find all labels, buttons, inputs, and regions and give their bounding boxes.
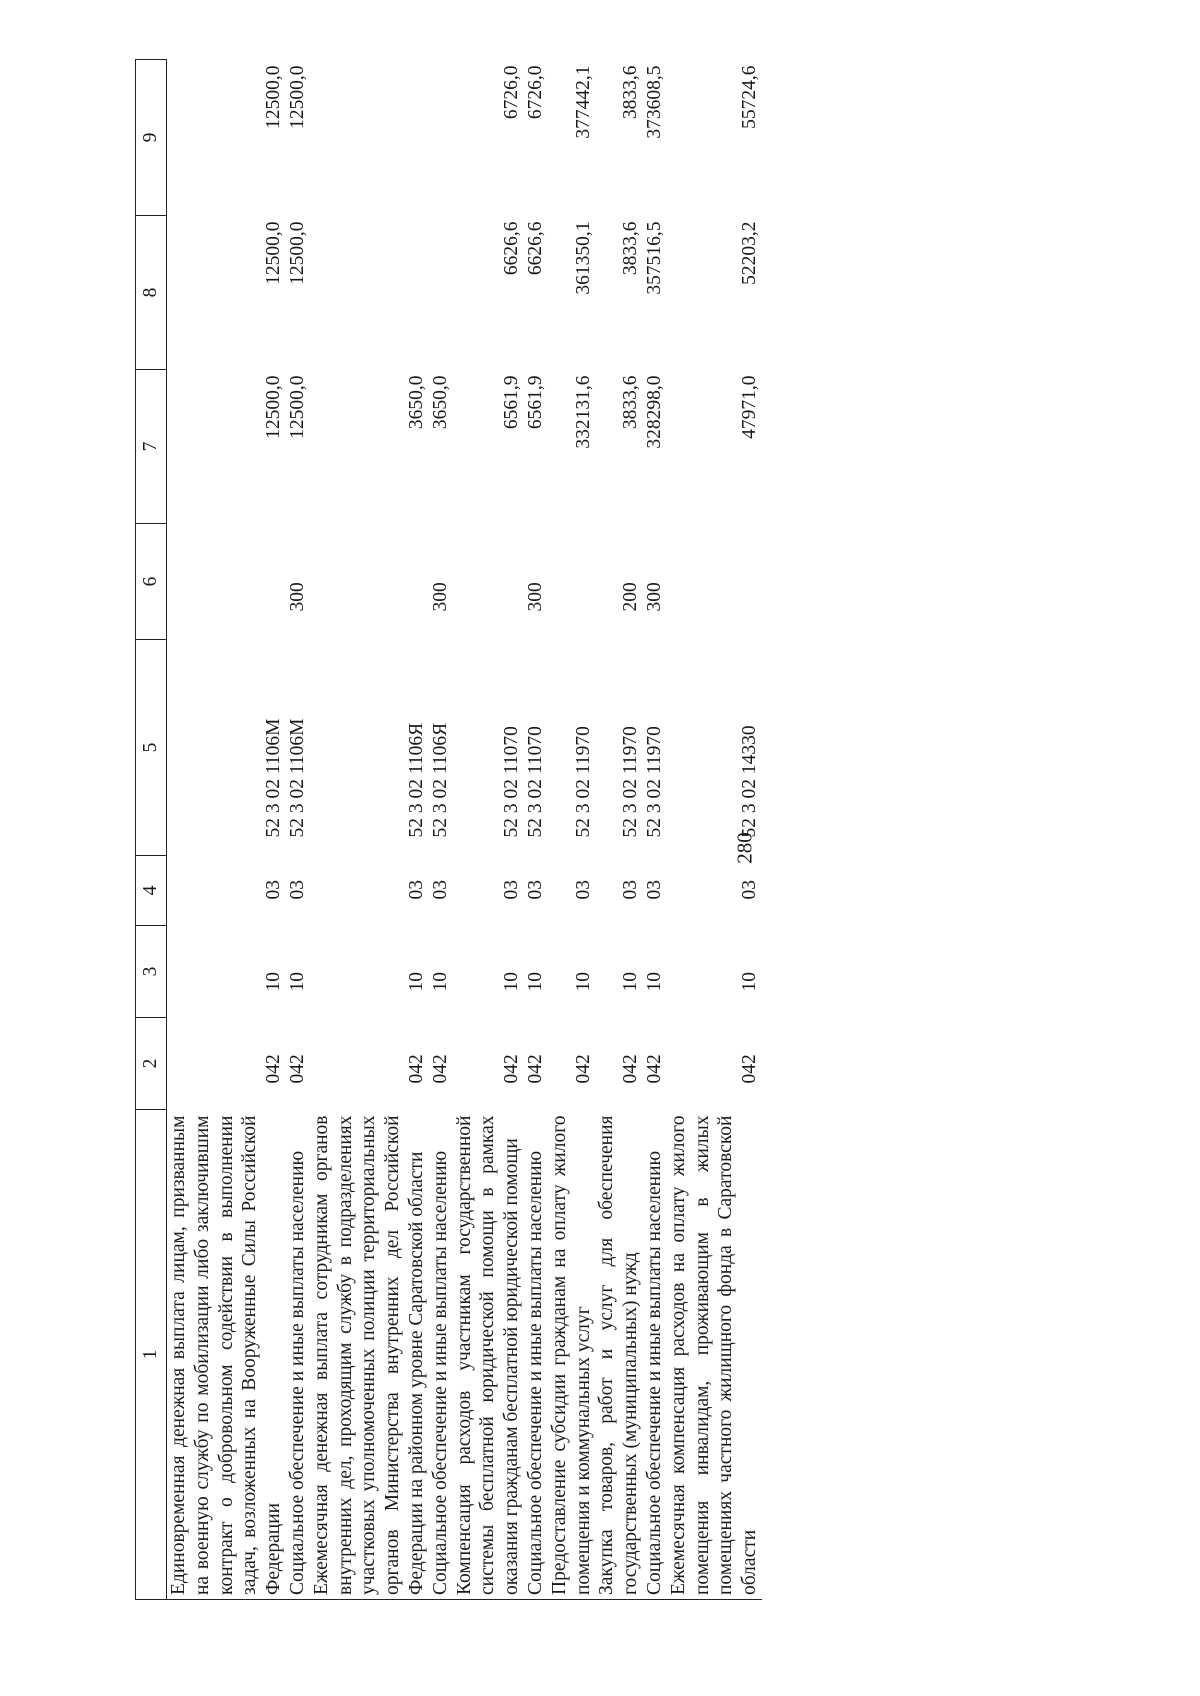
row-ministry-code: 042 [739,1054,761,1084]
row-amount-year2: 361350,1 [572,221,594,295]
row-ministry-code: 042 [572,1054,594,1084]
row-subsection-code: 03 [524,880,546,900]
table-row [548,60,596,1600]
row-expense-type [453,524,524,640]
table-header-row [136,60,167,1600]
row-section-code: 10 [572,972,594,992]
row-amount-year1: 3650,0 [405,375,427,430]
row-subsection-code: 03 [620,880,642,900]
row-amount-year2: 12500,0 [286,221,308,285]
table-row [310,60,429,1600]
row-subsection-code: 03 [572,880,594,900]
header-col-8: 8 [136,216,167,370]
row-subsection-code: 03 [286,880,308,900]
row-target-code: 52 3 02 1106М [263,718,285,838]
row-expense-type [548,524,596,640]
header-col-7: 7 [136,370,167,524]
row-amount-year1: 12500,0 [286,375,308,439]
row-expense-type: 300 [643,582,665,612]
row-ministry-code: 042 [501,1054,523,1084]
row-name: Ежемесячная денежная выплата сотрудникам органов внутренних дел, проходящим службу в подразделениях участковых уполномоченных полиции территориальных органов Министерства внутренних дел Российской Федерации на районном уровне Саратовской области [310,1110,429,1600]
page-number: 280 [732,832,757,864]
row-expense-type: 300 [429,582,451,612]
row-section-code: 10 [739,972,761,992]
row-amount-year2 [429,216,453,370]
row-section-code: 10 [620,972,642,992]
row-amount-year3: 12500,0 [286,65,308,129]
row-ministry-code: 042 [429,1054,451,1084]
header-col-1: 1 [136,1110,167,1600]
row-amount-year3: 6726,0 [524,65,546,120]
row-amount-year2: 12500,0 [263,221,285,285]
row-amount-year2: 357516,5 [643,221,665,295]
row-amount-year3: 6726,0 [501,65,523,120]
row-subsection-code: 03 [405,880,427,900]
row-amount-year2: 6626,6 [524,221,546,276]
row-amount-year2: 3833,6 [620,221,642,276]
row-amount-year3: 373608,5 [643,65,665,139]
header-col-2: 2 [136,1018,167,1110]
row-amount-year2 [310,216,429,370]
row-amount-year3 [310,60,429,216]
row-expense-type: 200 [620,582,642,612]
budget-table-container [135,60,1165,1600]
row-expense-type [310,524,429,640]
row-name: Ежемесячная компенсация расходов на оплату жилого помещения инвалидам, проживающим в жилых помещениях частного жилищного фонда в Саратовской области [667,1110,762,1600]
table-row [667,60,762,1600]
header-col-9: 9 [136,60,167,216]
row-ministry-code: 042 [263,1054,285,1084]
row-name: Социальное обеспечение и иные выплаты населению [643,1110,667,1600]
row-amount-year1: 6561,9 [524,375,546,430]
row-name: Единовременная денежная выплата лицам, призванным на военную службу по мобилизации либо заключившим контракт о добровольном содействии в выполнении задач, возложенных на Вооруженные Силы Российской Федерации [167,1110,286,1600]
row-name: Социальное обеспечение и иные выплаты населению [429,1110,453,1600]
header-col-4: 4 [136,856,167,926]
row-section-code: 10 [429,972,451,992]
row-section-code: 10 [501,972,523,992]
row-section-code: 10 [286,972,308,992]
row-expense-type: 300 [286,582,308,612]
row-subsection-code: 03 [501,880,523,900]
row-amount-year3 [429,60,453,216]
row-ministry-code: 042 [620,1054,642,1084]
row-section-code: 10 [405,972,427,992]
row-amount-year1: 3833,6 [620,375,642,430]
row-section-code: 10 [524,972,546,992]
row-ministry-code: 042 [286,1054,308,1084]
row-target-code: 52 3 02 1106Я [429,722,451,838]
row-ministry-code: 042 [405,1054,427,1084]
row-target-code: 52 3 02 14330 [739,725,761,838]
row-subsection-code: 03 [643,880,665,900]
table-row [524,60,548,1600]
table-row [167,60,286,1600]
row-amount-year3: 55724,6 [739,65,761,129]
row-amount-year1: 328298,0 [643,375,665,449]
row-name: Компенсация расходов участникам государственной системы бесплатной юридической помощи в рамках оказания гражданам бесплатной юридической помощи [453,1110,524,1600]
row-amount-year3: 3833,6 [620,65,642,120]
row-amount-year1: 6561,9 [501,375,523,430]
row-amount-year1: 3650,0 [429,375,451,430]
row-target-code: 52 3 02 1106М [286,718,308,838]
row-subsection-code: 03 [429,880,451,900]
row-amount-year1: 47971,0 [739,375,761,439]
row-ministry-code: 042 [524,1054,546,1084]
row-target-code: 52 3 02 11070 [501,726,523,838]
budget-table [135,59,762,1600]
row-amount-year2: 52203,2 [739,221,761,285]
header-col-5: 5 [136,640,167,856]
row-expense-type [667,524,762,640]
row-section-code: 10 [263,972,285,992]
row-target-code: 52 3 02 11970 [620,726,642,838]
row-name: Предоставление субсидии гражданам на оплату жилого помещения и коммунальных услуг [548,1110,596,1600]
row-amount-year3: 12500,0 [263,65,285,129]
row-name: Закупка товаров, работ и услуг для обеспечения государственных (муниципальных) нужд [595,1110,643,1600]
row-ministry-code: 042 [643,1054,665,1084]
table-row [286,60,310,1600]
row-amount-year1: 332131,6 [572,375,594,449]
row-target-code: 52 3 02 1106Я [405,722,427,838]
header-col-6: 6 [136,524,167,640]
row-name: Социальное обеспечение и иные выплаты населению [524,1110,548,1600]
table-row [429,60,453,1600]
row-subsection-code: 03 [263,880,285,900]
table-row [453,60,524,1600]
row-amount-year2: 6626,6 [501,221,523,276]
row-target-code: 52 3 02 11070 [524,726,546,838]
row-target-code: 52 3 02 11970 [643,726,665,838]
row-target-code: 52 3 02 11970 [572,726,594,838]
row-expense-type [167,524,286,640]
row-section-code: 10 [643,972,665,992]
row-expense-type: 300 [524,582,546,612]
table-row [595,60,643,1600]
table-row [643,60,667,1600]
row-amount-year1: 12500,0 [263,375,285,439]
row-subsection-code: 03 [739,880,761,900]
row-amount-year3: 377442,1 [572,65,594,139]
row-name: Социальное обеспечение и иные выплаты населению [286,1110,310,1600]
header-col-3: 3 [136,926,167,1018]
